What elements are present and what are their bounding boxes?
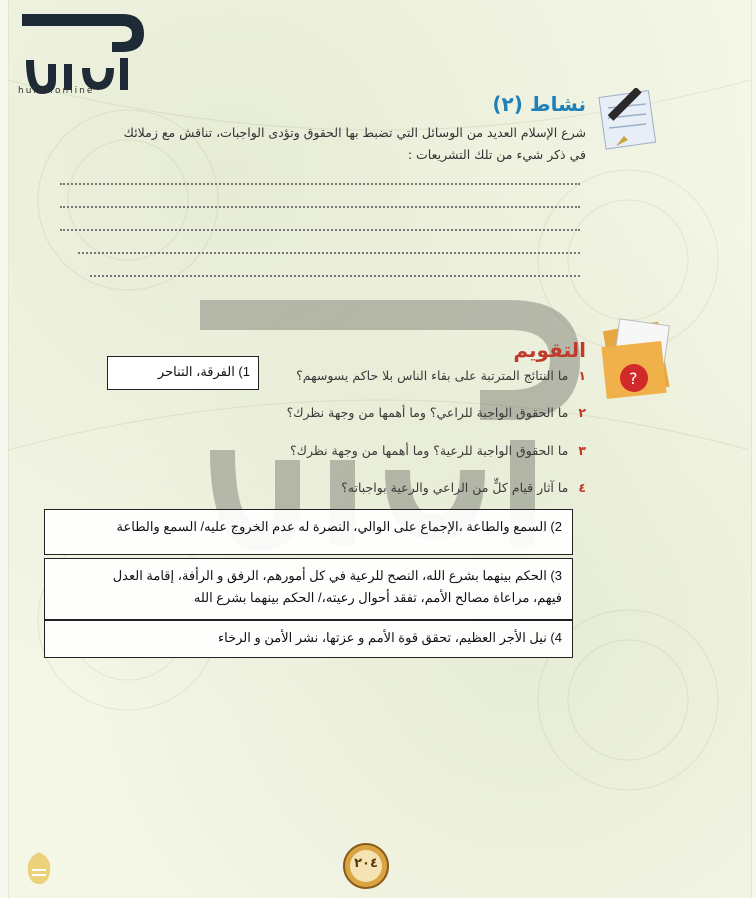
question-number: ١ [578,368,586,383]
answer-line [60,183,580,185]
activity-instructions [106,122,586,166]
question-text: ما النتائج المترتبة على بقاء الناس بلا حاكم يسوسهم؟ [296,368,569,383]
page-number: ٢٠٤ [354,856,378,871]
answer-box-3 [44,558,573,620]
folder-question-icon [598,318,676,404]
question-number: ٤ [578,480,586,495]
question-1 [296,368,586,383]
question-text: ما الحقوق الواجبة للراعي؟ وما أهمها من وجهة نظرك؟ [286,405,569,420]
answer-line [60,229,580,231]
activity-title: نشاط (٢) [492,92,586,116]
answer-3-line-2: فيهم، مراعاة مصالح الأمم، تفقد أحوال رعيته،/ الحكم بينهما بشرع الله [193,590,562,605]
logo-caption: hulul.online [18,86,95,96]
answer-line [78,252,580,254]
ministry-logo-icon [22,848,56,888]
activity-line-1: شرع الإسلام العديد من الوسائل التي تضبط بها الحقوق وتؤدى الواجبات، تناقش مع زملائك [123,125,586,140]
answer-3-line-1: 3) الحكم بينهما بشرع الله، النصح للرعية في كل أمورهم، الرفق و الرأفة، إقامة العدل [112,568,562,583]
answer-box-2: 2) السمع والطاعة ،الإجماع على الوالي، النصرة له عدم الخروج عليه/ السمع والطاعة [44,509,573,555]
question-text: ما الحقوق الواجبة للرعية؟ وما أهمها من وجهة نظرك؟ [290,443,569,458]
question-text: ما آثار قيام كلٍّ من الراعي والرعية بواجباته؟ [341,480,569,495]
answer-box-1: 1) الفرقة، التناحر [107,356,259,390]
question-4 [341,480,586,495]
evaluation-title: التقويم [513,338,586,362]
answer-box-4: 4) نيل الأجر العظيم، تحقق قوة الأمم و عزتها، نشر الأمن و الرخاء [44,620,573,658]
answer-line [60,206,580,208]
svg-text:?: ? [629,369,638,388]
activity-line-2: في ذكر شيء من تلك التشريعات : [407,147,586,162]
question-2 [287,405,586,420]
question-number: ٢ [578,405,586,420]
answer-line [90,275,580,277]
question-3 [290,443,586,458]
question-number: ٣ [578,443,586,458]
pen-paper-icon [596,88,660,158]
